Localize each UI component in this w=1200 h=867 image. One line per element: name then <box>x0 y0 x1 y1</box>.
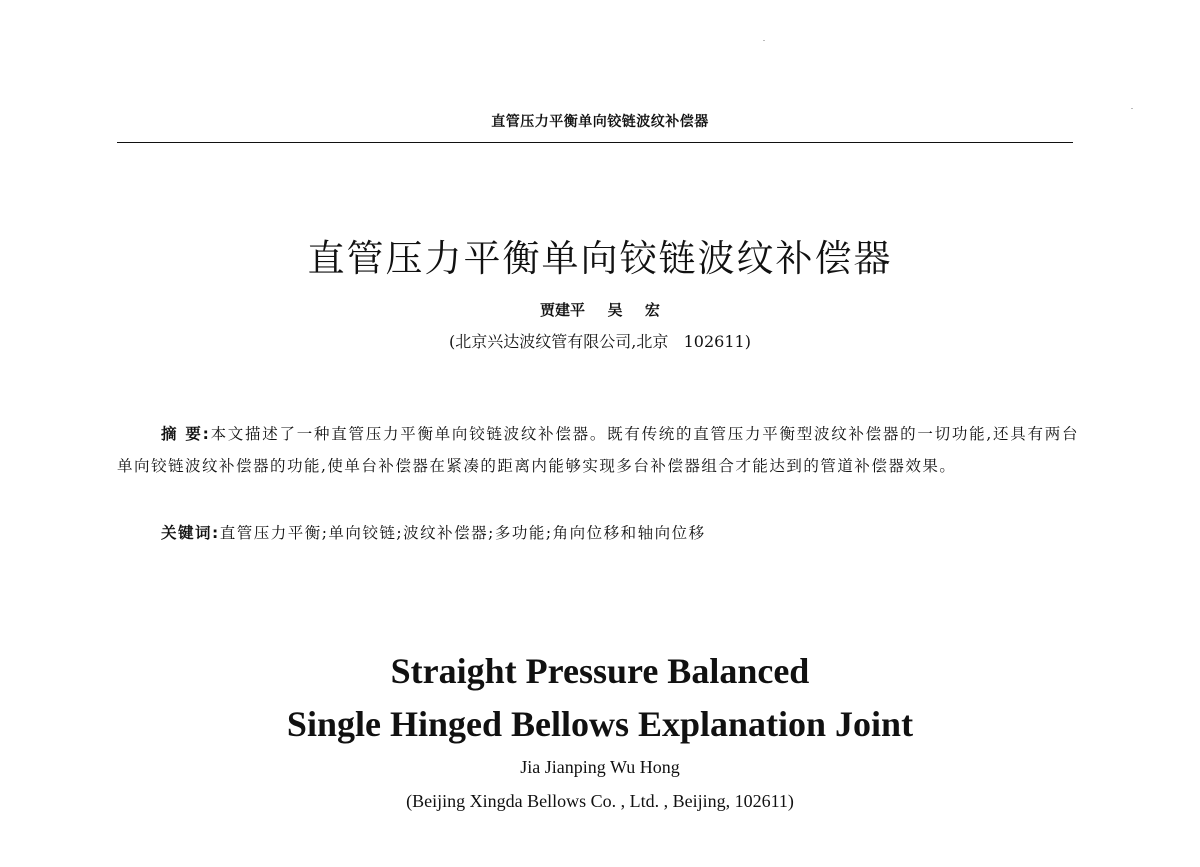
chinese-abstract <box>117 418 1079 482</box>
english-title <box>0 645 1200 751</box>
running-header: 直管压力平衡单向铰链波纹补偿器 <box>491 114 709 130</box>
english-title-line-1: Straight Pressure Balanced <box>390 651 810 691</box>
scan-speck <box>763 40 765 41</box>
keywords-label: 关键词: <box>161 524 220 542</box>
english-authors: Jia Jianping Wu Hong <box>520 757 680 777</box>
chinese-keywords <box>161 521 1081 545</box>
abstract-text: 本文描述了一种直管压力平衡单向铰链波纹补偿器。既有传统的直管压力平衡型波纹补偿器的一切功能,还具有两台单向铰链波纹补偿器的功能,使单台补偿器在紧凑的距离内能够实现多台补偿器组合才能达到的管道补偿器效果。 <box>117 425 1079 475</box>
keywords-text: 直管压力平衡;单向铰链;波纹补偿器;多功能;角向位移和轴向位移 <box>219 524 706 542</box>
chinese-authors: 贾建平 吴 宏 <box>540 301 660 319</box>
chinese-affiliation: (北京兴达波纹管有限公司,北京 102611) <box>449 332 751 351</box>
abstract-label: 摘 要: <box>161 425 211 443</box>
scan-speck <box>1131 108 1133 109</box>
chinese-title: 直管压力平衡单向铰链波纹补偿器 <box>307 237 893 280</box>
header-rule <box>117 142 1073 143</box>
english-title-line-2: Single Hinged Bellows Explanation Joint <box>286 704 914 744</box>
english-affiliation: (Beijing Xingda Bellows Co. , Ltd. , Beijing, 102611) <box>406 791 794 811</box>
